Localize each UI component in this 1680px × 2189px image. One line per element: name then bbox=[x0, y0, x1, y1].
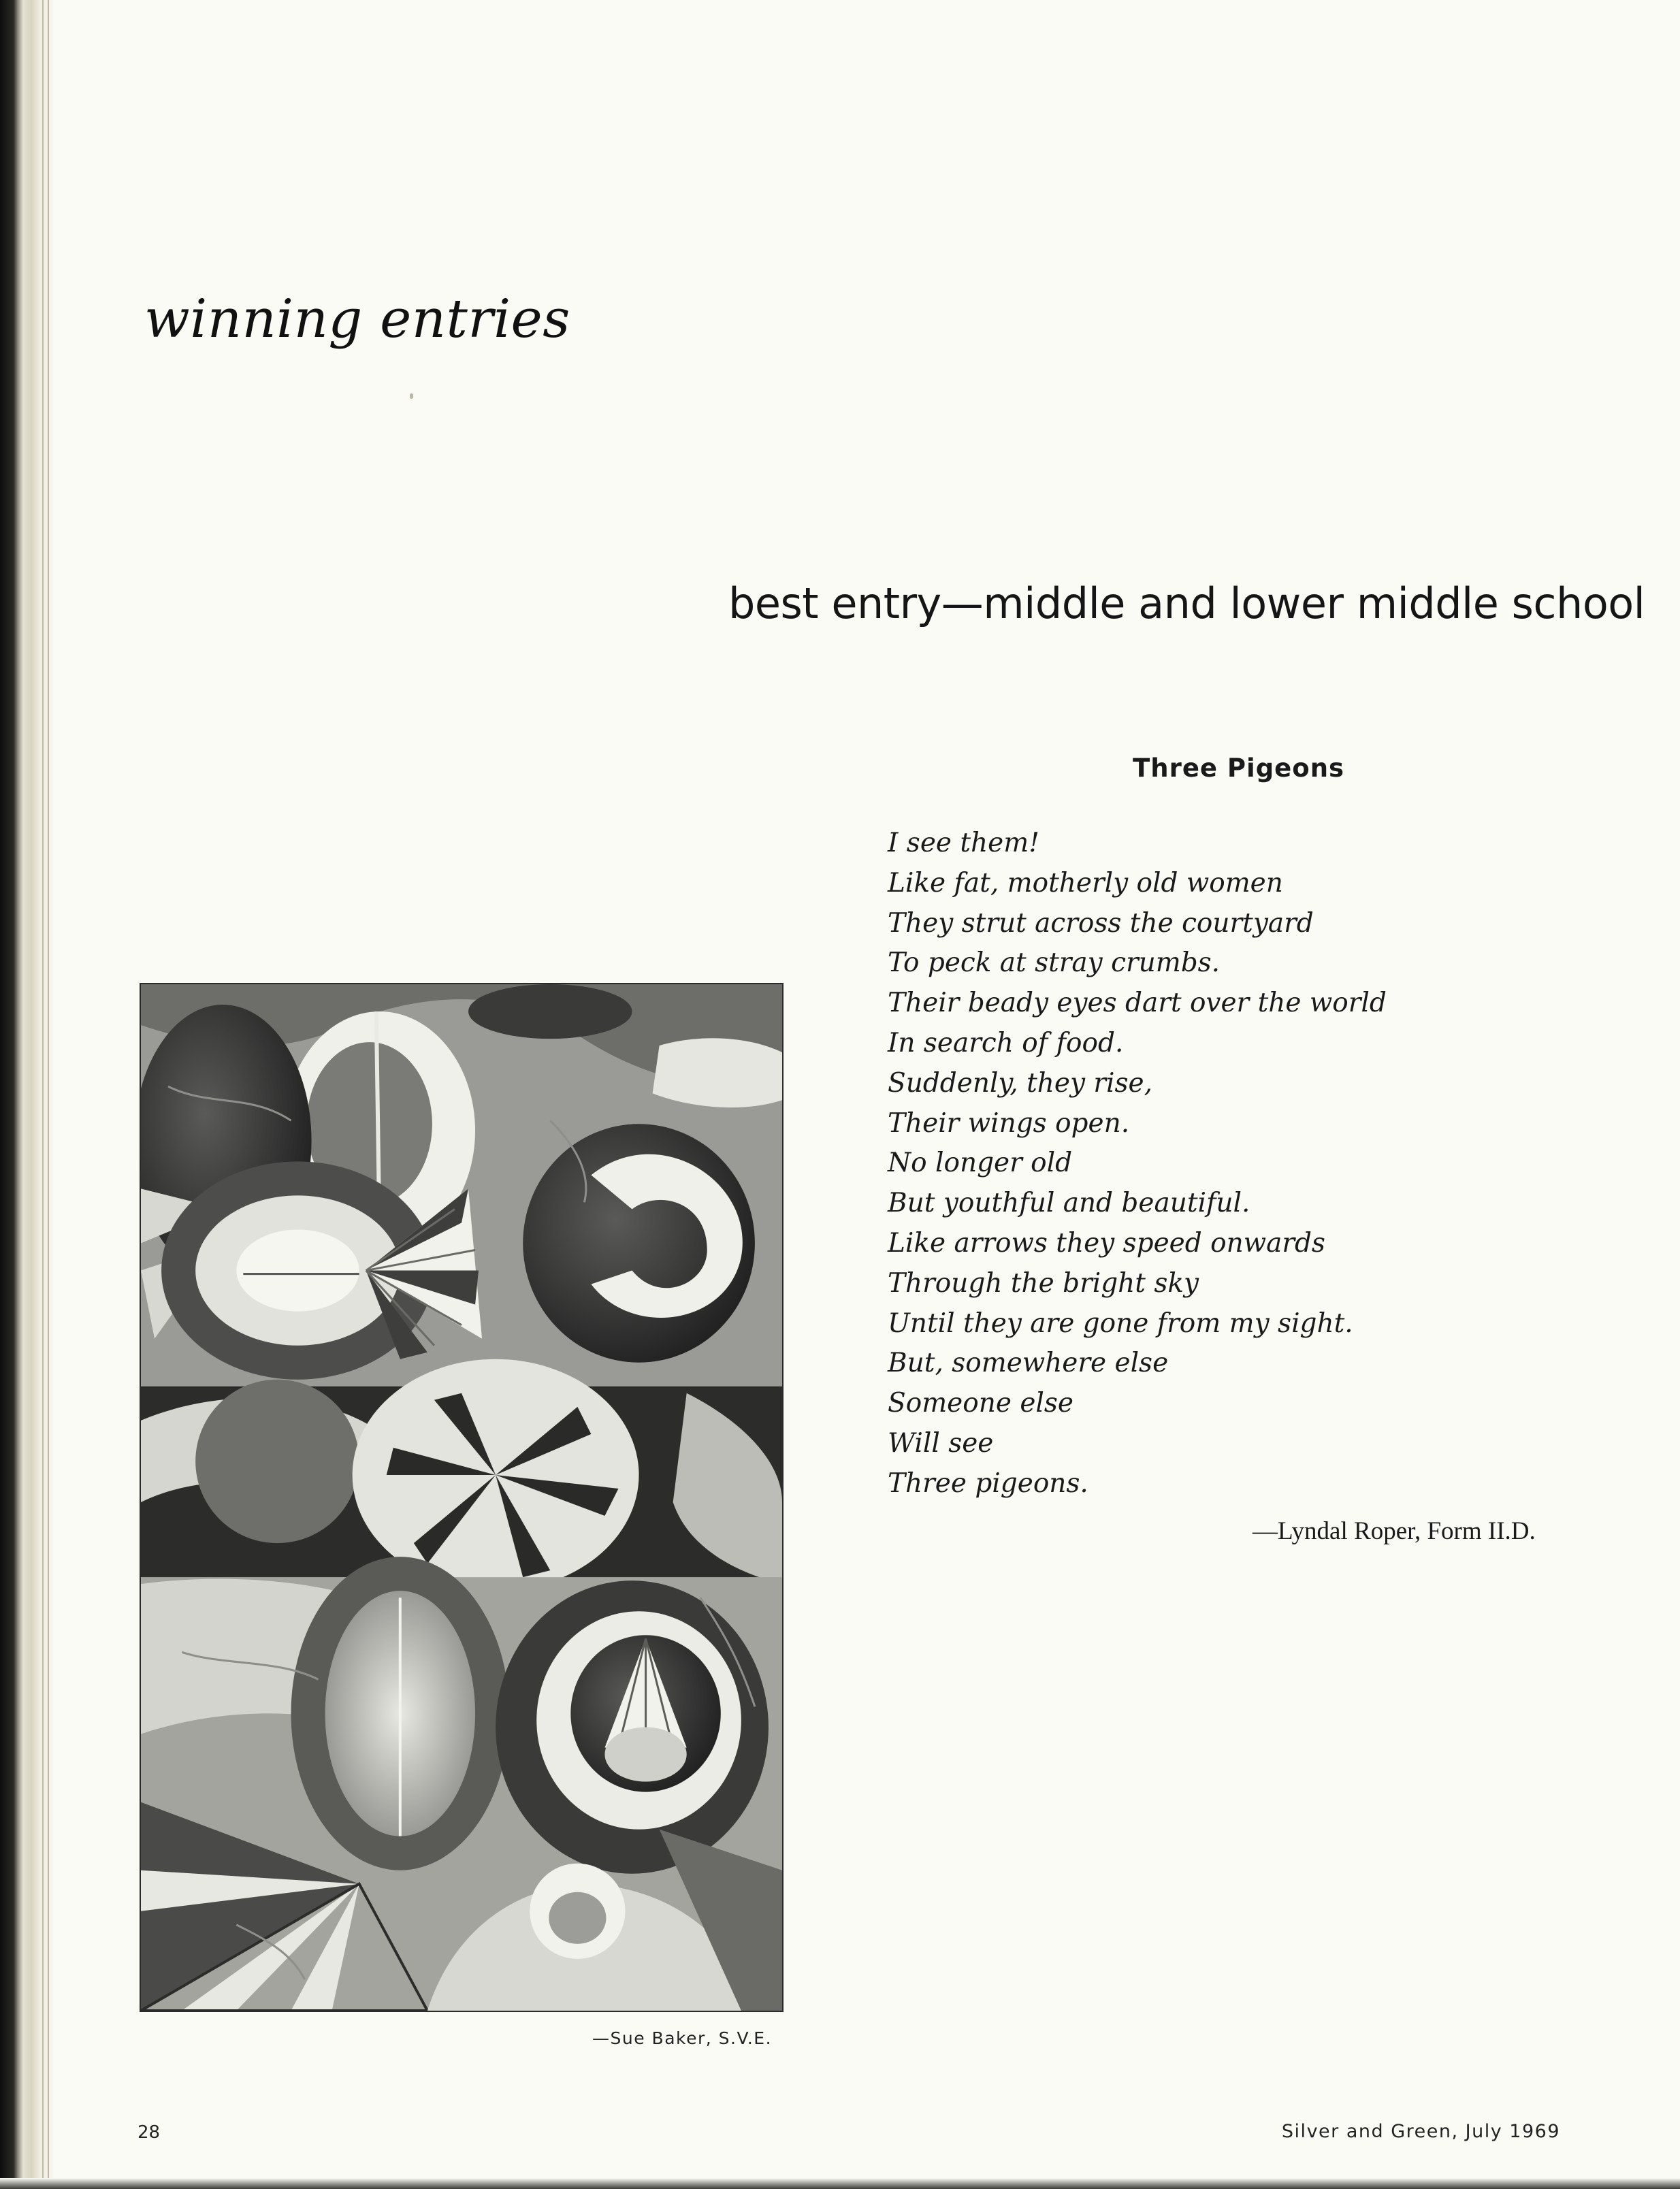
poem-line: But, somewhere else bbox=[888, 1348, 1169, 1379]
poem-line: Until they are gone from my sight. bbox=[888, 1308, 1353, 1339]
poem-line: Through the bright sky bbox=[888, 1267, 1199, 1299]
poem-line: Like arrows they speed onwards bbox=[888, 1227, 1325, 1259]
paper-speck bbox=[410, 393, 413, 399]
abstract-painting bbox=[140, 983, 784, 2012]
abstract-painting-image bbox=[141, 984, 782, 2011]
artwork-credit: —Sue Baker, S.V.E. bbox=[592, 2028, 773, 2048]
category-heading: best entry—middle and lower middle school bbox=[728, 579, 1645, 628]
poem-line: In search of food. bbox=[888, 1027, 1124, 1058]
poem-line: Will see bbox=[888, 1427, 994, 1459]
publication-footer: Silver and Green, July 1969 bbox=[1281, 2121, 1560, 2142]
page-binding-edge bbox=[0, 0, 53, 2189]
section-title: winning entries bbox=[144, 289, 570, 350]
poem-line: Like fat, motherly old women bbox=[888, 867, 1283, 898]
poem-body bbox=[888, 824, 1387, 1504]
poem-line: Someone else bbox=[888, 1388, 1073, 1419]
poem-line: No longer old bbox=[888, 1148, 1073, 1179]
poem-line: I see them! bbox=[888, 828, 1039, 858]
page-number: 28 bbox=[138, 2122, 161, 2143]
poem-line: But youthful and beautiful. bbox=[888, 1188, 1250, 1219]
page-bottom-edge bbox=[0, 2178, 1680, 2189]
poem-line: They strut across the courtyard bbox=[888, 907, 1314, 939]
poem-line: Their beady eyes dart over the world bbox=[888, 988, 1387, 1019]
poem-author: —Lyndal Roper, Form II.D. bbox=[1253, 1517, 1536, 1545]
poem-line: Suddenly, they rise, bbox=[888, 1067, 1152, 1099]
poem-line: Their wings open. bbox=[888, 1107, 1130, 1139]
page-edge-line bbox=[48, 0, 49, 2189]
poem-line: To peck at stray crumbs. bbox=[888, 947, 1221, 979]
page-edge-line bbox=[42, 0, 44, 2189]
poem-title: Three Pigeons bbox=[1133, 753, 1345, 783]
poem-line: Three pigeons. bbox=[888, 1468, 1088, 1499]
